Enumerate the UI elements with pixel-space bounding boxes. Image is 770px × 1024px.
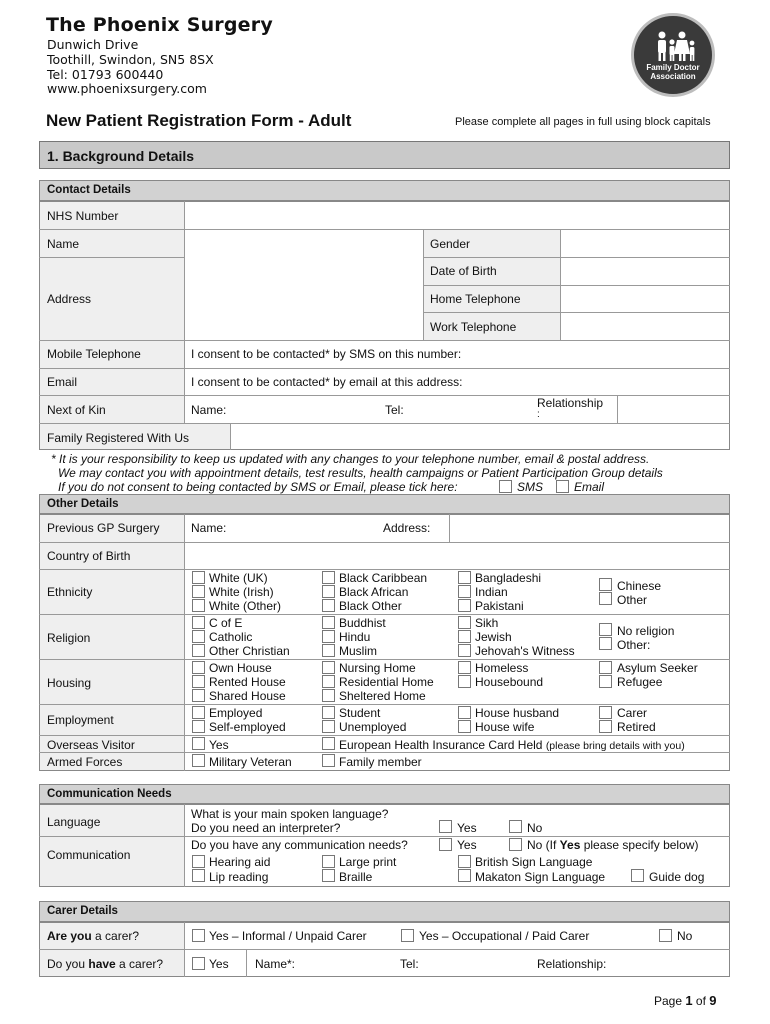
mobile-telephone-label: Mobile Telephone [47, 347, 141, 361]
footnote-opt-out: If you do not consent to being contacted by SMS or Email, please tick here: [58, 480, 458, 494]
ethnicity-option: Pakistani [475, 599, 524, 613]
braille-label: Braille [339, 870, 373, 884]
ehic-checkbox[interactable] [322, 737, 335, 750]
employment-option: House wife [475, 720, 535, 734]
communication-needs-heading: Communication Needs [39, 784, 730, 804]
mobile-consent-text[interactable]: I consent to be contacted* by SMS on this number: [191, 347, 462, 361]
nhs-number-label: NHS Number [47, 209, 119, 223]
carer-name-field[interactable]: Name*: [255, 957, 296, 971]
ethnicity-checkbox[interactable] [192, 571, 205, 584]
religion-checkbox[interactable] [599, 623, 612, 636]
ethnicity-option: White (Irish) [209, 585, 274, 599]
ethnicity-checkbox[interactable] [192, 599, 205, 612]
communication-label: Communication [47, 848, 131, 862]
are-you-carer-label: Are you a carer? [47, 929, 140, 943]
religion-checkbox[interactable] [192, 630, 205, 643]
main-language-question[interactable]: What is your main spoken language? [191, 807, 389, 821]
ethnicity-checkbox[interactable] [322, 585, 335, 598]
ethnicity-option: Black Caribbean [339, 571, 428, 585]
interpreter-no-checkbox[interactable] [509, 820, 522, 833]
overseas-visitor-label: Overseas Visitor [47, 738, 135, 752]
hearing-aid-label: Hearing aid [209, 855, 271, 869]
makaton-checkbox[interactable] [458, 869, 471, 882]
ethnicity-option: Indian [475, 585, 508, 599]
have-carer-yes-label: Yes [209, 957, 229, 971]
military-veteran-checkbox[interactable] [192, 754, 205, 767]
employment-checkbox[interactable] [458, 706, 471, 719]
communication-needs-question: Do you have any communication needs? [191, 838, 408, 852]
ethnicity-checkbox[interactable] [458, 571, 471, 584]
employment-option: Retired [617, 720, 656, 734]
name-field[interactable] [185, 230, 422, 256]
carer-tel-field[interactable]: Tel: [400, 957, 419, 971]
guide-dog-checkbox[interactable] [631, 869, 644, 882]
family-registered-label: Family Registered With Us [47, 431, 190, 445]
religion-checkbox[interactable] [458, 630, 471, 643]
gp-address-label: Address: [383, 521, 431, 535]
nok-relationship-label: Relationship [537, 396, 604, 410]
opt-out-email-label: Email [574, 480, 605, 494]
religion-option: Muslim [339, 644, 377, 658]
work-telephone-field[interactable] [561, 313, 729, 339]
not-carer-label: No [677, 929, 693, 943]
have-carer-yes-checkbox[interactable] [192, 957, 205, 970]
bsl-checkbox[interactable] [458, 855, 471, 868]
armed-forces-label: Armed Forces [47, 755, 123, 769]
practice-website: www.phoenixsurgery.com [47, 81, 207, 96]
housing-checkbox[interactable] [458, 675, 471, 688]
interpreter-no-label: No [527, 821, 543, 835]
interpreter-yes-label: Yes [457, 821, 477, 835]
bsl-label: British Sign Language [475, 855, 593, 869]
housing-option: Shared House [209, 689, 286, 703]
nhs-number-field[interactable] [185, 202, 729, 228]
ethnicity-checkbox[interactable] [322, 571, 335, 584]
interpreter-yes-checkbox[interactable] [439, 820, 452, 833]
work-telephone-label: Work Telephone [430, 320, 517, 334]
country-of-birth-field[interactable] [185, 543, 729, 568]
home-telephone-label: Home Telephone [430, 292, 521, 306]
religion-checkbox[interactable] [192, 644, 205, 657]
housing-checkbox[interactable] [322, 675, 335, 688]
religion-checkbox[interactable] [322, 644, 335, 657]
ethnicity-option: White (UK) [209, 571, 268, 585]
military-veteran-label: Military Veteran [209, 755, 292, 769]
housing-option: Asylum Seeker [617, 661, 698, 675]
practice-telephone: Tel: 01793 600440 [47, 67, 164, 82]
family-registered-field[interactable] [231, 424, 729, 449]
ethnicity-option: Chinese [617, 579, 662, 593]
housing-checkbox[interactable] [192, 661, 205, 674]
religion-label: Religion [47, 631, 91, 645]
employment-option: House husband [475, 706, 560, 720]
housing-option: Housebound [475, 675, 544, 689]
ethnicity-checkbox[interactable] [322, 599, 335, 612]
address-label: Address [47, 292, 92, 306]
religion-option: Sikh [475, 616, 499, 630]
nok-name-field[interactable]: Name: [191, 403, 227, 417]
carer-relationship-field[interactable]: Relationship: [537, 957, 607, 971]
gp-address-field[interactable] [450, 515, 729, 541]
informal-carer-checkbox[interactable] [192, 929, 205, 942]
contact-details-heading: Contact Details [39, 180, 730, 201]
employment-option: Unemployed [339, 720, 407, 734]
housing-checkbox[interactable] [192, 689, 205, 702]
email-label: Email [47, 375, 78, 389]
religion-checkbox[interactable] [458, 644, 471, 657]
ethnicity-checkbox[interactable] [458, 585, 471, 598]
housing-checkbox[interactable] [192, 675, 205, 688]
nok-tel-field[interactable]: Tel: [385, 403, 404, 417]
carer-details-heading: Carer Details [39, 901, 730, 922]
practice-address-line2: Toothill, Swindon, SN5 8SX [47, 52, 214, 67]
next-of-kin-label: Next of Kin [47, 403, 106, 417]
ehic-label: European Health Insurance Card Held (please bring details with you) [339, 738, 685, 752]
practice-name: The Phoenix Surgery [46, 14, 273, 36]
family-member-label: Family member [339, 755, 422, 769]
ethnicity-option: Other [617, 593, 648, 607]
other-details-heading: Other Details [39, 494, 730, 514]
dob-field[interactable] [561, 258, 729, 284]
employment-option: Self-employed [209, 720, 286, 734]
nok-relationship-field[interactable] [618, 396, 729, 422]
section-heading: 1. Background Details [39, 141, 730, 169]
opt-out-sms-checkbox[interactable] [499, 480, 512, 493]
hearing-aid-checkbox[interactable] [192, 855, 205, 868]
religion-checkbox[interactable] [322, 616, 335, 629]
gp-name-field[interactable]: Name: [191, 521, 227, 535]
religion-option: Other Christian [209, 644, 290, 658]
religion-checkbox[interactable] [458, 616, 471, 629]
housing-option: Homeless [475, 661, 529, 675]
ethnicity-checkbox[interactable] [599, 578, 612, 591]
footnote-responsibility: * It is your responsibility to keep us updated with any changes to your telephone number, email & postal address. [51, 452, 650, 466]
previous-gp-label: Previous GP Surgery [47, 521, 160, 535]
employment-checkbox[interactable] [599, 720, 612, 733]
ethnicity-option: Bangladeshi [475, 571, 542, 585]
family-doctor-association-logo [631, 13, 715, 97]
occupational-carer-label: Yes – Occupational / Paid Carer [419, 929, 590, 943]
overseas-yes-checkbox[interactable] [192, 737, 205, 750]
religion-checkbox[interactable] [599, 637, 612, 650]
opt-out-sms-label: SMS [517, 480, 544, 494]
employment-checkbox[interactable] [599, 706, 612, 719]
language-label: Language [47, 815, 101, 829]
comm-needs-yes-label: Yes [457, 838, 477, 852]
braille-checkbox[interactable] [322, 869, 335, 882]
name-label: Name [47, 237, 80, 251]
gender-field[interactable] [561, 230, 729, 256]
form-instructions: Please complete all pages in full using block capitals [455, 116, 711, 128]
housing-option: Residential Home [339, 675, 434, 689]
family-member-checkbox[interactable] [322, 754, 335, 767]
footnote-contact-purposes: We may contact you with appointment details, test results, health campaigns or Patient Participation Group details [58, 466, 663, 480]
not-carer-checkbox[interactable] [659, 929, 672, 942]
housing-option: Rented House [209, 675, 286, 689]
religion-option: C of E [209, 616, 243, 630]
religion-option: No religion [617, 624, 675, 638]
housing-option: Nursing Home [339, 661, 416, 675]
ethnicity-option: Black Other [339, 599, 402, 613]
housing-checkbox[interactable] [322, 689, 335, 702]
lip-reading-label: Lip reading [209, 870, 269, 884]
religion-option: Catholic [209, 630, 253, 644]
interpreter-question: Do you need an interpreter? [191, 821, 341, 835]
employment-checkbox[interactable] [192, 706, 205, 719]
have-carer-label: Do you have a carer? [47, 957, 164, 971]
occupational-carer-checkbox[interactable] [401, 929, 414, 942]
housing-checkbox[interactable] [458, 661, 471, 674]
housing-checkbox[interactable] [599, 661, 612, 674]
employment-checkbox[interactable] [192, 720, 205, 733]
housing-option: Sheltered Home [339, 689, 426, 703]
housing-label: Housing [47, 676, 92, 690]
email-consent-text[interactable]: I consent to be contacted* by email at this address: [191, 375, 463, 389]
form-title: New Patient Registration Form - Adult [46, 111, 352, 130]
comm-needs-no-label: No (If Yes please specify below) [527, 838, 699, 852]
housing-checkbox[interactable] [599, 675, 612, 688]
home-telephone-field[interactable] [561, 286, 729, 311]
employment-checkbox[interactable] [322, 706, 335, 719]
country-of-birth-label: Country of Birth [47, 549, 131, 563]
ethnicity-checkbox[interactable] [458, 599, 471, 612]
religion-option: Hindu [339, 630, 371, 644]
religion-option: Jehovah's Witness [475, 644, 575, 658]
housing-option: Own House [209, 661, 272, 675]
logo-text: Family Doctor Association [646, 63, 700, 81]
opt-out-email-checkbox[interactable] [556, 480, 569, 493]
ethnicity-label: Ethnicity [47, 585, 93, 599]
ethnicity-option: Black African [339, 585, 409, 599]
ethnicity-checkbox[interactable] [599, 592, 612, 605]
large-print-checkbox[interactable] [322, 855, 335, 868]
large-print-label: Large print [339, 855, 397, 869]
gender-label: Gender [430, 237, 471, 251]
employment-option: Employed [209, 706, 263, 720]
employment-label: Employment [47, 713, 114, 727]
family-figures-icon [652, 30, 696, 62]
address-field[interactable] [185, 258, 422, 339]
employment-checkbox[interactable] [322, 720, 335, 733]
lip-reading-checkbox[interactable] [192, 869, 205, 882]
guide-dog-label: Guide dog [649, 870, 705, 884]
dob-label: Date of Birth [430, 264, 497, 278]
employment-option: Student [339, 706, 381, 720]
religion-checkbox[interactable] [322, 630, 335, 643]
overseas-yes-label: Yes [209, 738, 229, 752]
employment-option: Carer [617, 706, 648, 720]
comm-needs-no-checkbox[interactable] [509, 838, 522, 851]
informal-carer-label: Yes – Informal / Unpaid Carer [209, 929, 367, 943]
religion-option: Jewish [475, 630, 512, 644]
religion-checkbox[interactable] [192, 616, 205, 629]
practice-address-line1: Dunwich Drive [47, 37, 139, 52]
makaton-label: Makaton Sign Language [475, 870, 606, 884]
housing-option: Refugee [617, 675, 663, 689]
page-number: Page 1 of 9 [654, 993, 717, 1008]
ethnicity-option: White (Other) [209, 599, 282, 613]
employment-checkbox[interactable] [458, 720, 471, 733]
housing-checkbox[interactable] [322, 661, 335, 674]
ethnicity-checkbox[interactable] [192, 585, 205, 598]
religion-option: Other: [617, 638, 651, 652]
religion-option: Buddhist [339, 616, 386, 630]
comm-needs-yes-checkbox[interactable] [439, 838, 452, 851]
